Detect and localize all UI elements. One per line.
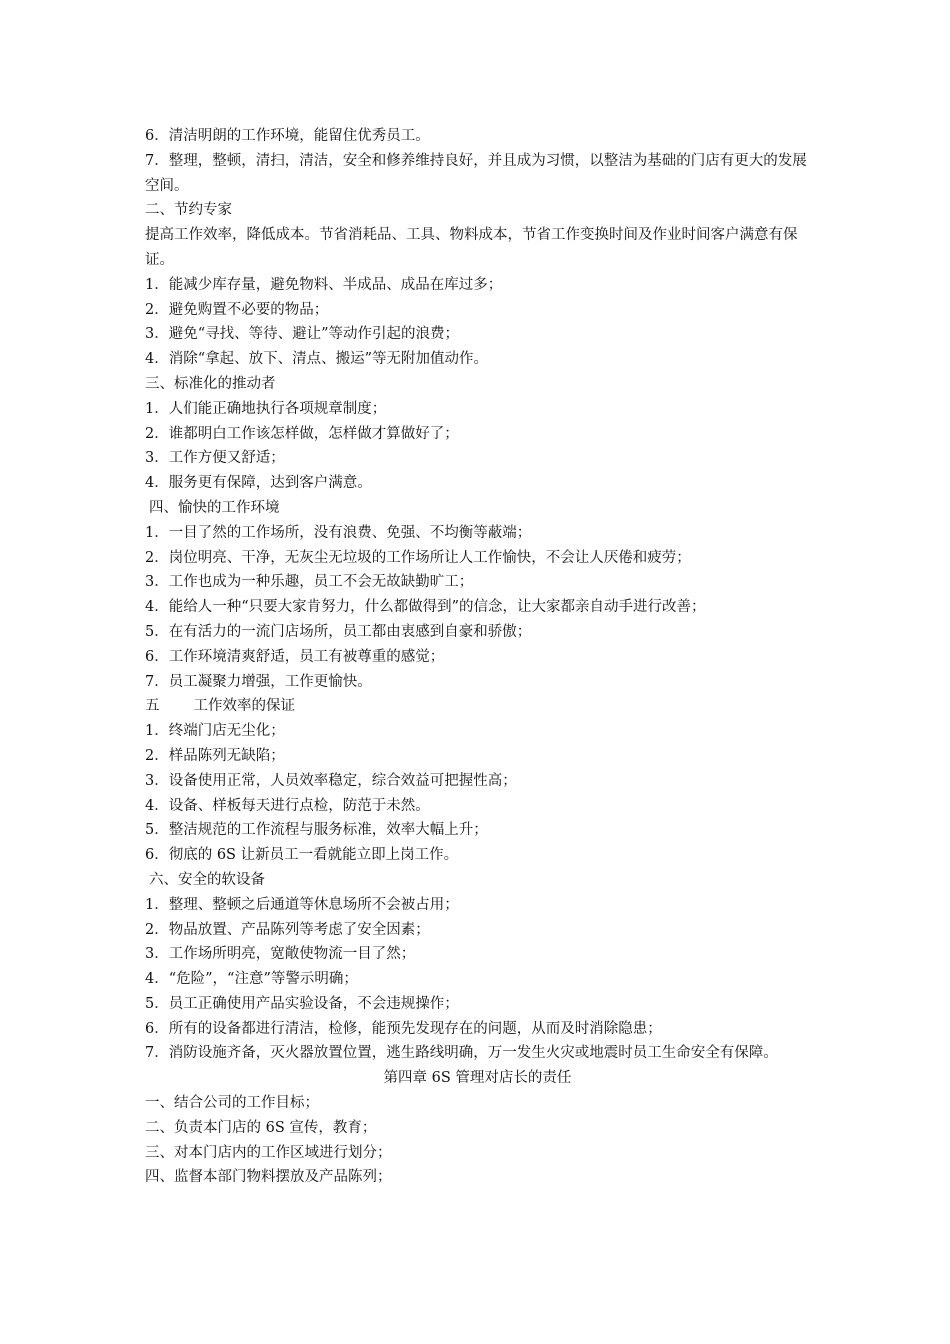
section-number: 五 (145, 698, 160, 715)
section-heading: 六、安全的软设备 (149, 871, 265, 888)
list-item: 2．谁都明白工作该怎样做，怎样做才算做好了； (145, 425, 459, 442)
list-item: 4．设备、样板每天进行点检，防范于未然。 (145, 797, 430, 814)
list-item: 3．工作也成为一种乐趣，员工不会无故缺勤旷工； (145, 574, 474, 591)
section-title: 工作效率的保证 (193, 698, 295, 715)
list-item: 7．员工凝聚力增强，工作更愉快。 (145, 673, 372, 690)
list-item: 6．彻底的 6S 让新员工一看就能立即上岗工作。 (145, 847, 459, 864)
list-item: 6．清洁明朗的工作环境，能留住优秀员工。 (145, 128, 430, 144)
section-heading: 三、标准化的推动者 (145, 375, 276, 392)
list-item: 6．所有的设备都进行清洁，检修，能预先发现存在的问题，从而及时消除隐患； (145, 1020, 662, 1037)
list-item: 3．避免“寻找、等待、避让”等动作引起的浪费； (145, 326, 460, 343)
list-item: 2．避免购置不必要的物品； (145, 301, 329, 318)
list-item: 4．能给人一种“只要大家肯努力，什么都做得到”的信念，让大家都亲自动手进行改善； (145, 599, 706, 616)
list-item: 6．工作环境清爽舒适，员工有被尊重的感觉； (145, 648, 445, 665)
list-item: 四、监督本部门物料摆放及产品陈列； (145, 1169, 392, 1186)
paragraph: 提高工作效率，降低成本。节省消耗品、工具、物料成本，节省工作变换时间及作业时间客户满意有保证。 (145, 227, 798, 268)
list-item: 2．物品放置、产品陈列等考虑了安全因素； (145, 921, 430, 938)
list-item: 3．工作场所明亮，宽敞使物流一目了然； (145, 946, 416, 963)
list-item: 4．消除“拿起、放下、清点、搬运”等无附加值动作。 (145, 351, 489, 368)
chapter-title: 第四章 6S 管理对店长的责任 (383, 1070, 572, 1087)
list-item: 7．消防设施齐备，灭火器放置位置，逃生路线明确，万一发生火灾或地震时员工生命安全有保障。 (145, 1045, 778, 1062)
list-item: 4．服务更有保障，达到客户满意。 (145, 475, 372, 492)
list-item: 1．人们能正确地执行各项规章制度； (145, 400, 387, 417)
list-item: 二、负责本门店的 6S 宣传，教育； (145, 1119, 377, 1136)
list-item: 4．“危险”，“注意”等警示明确； (145, 971, 358, 988)
list-item: 2．岗位明亮、干净，无灰尘无垃圾的工作场所让人工作愉快，不会让人厌倦和疲劳； (145, 549, 691, 566)
list-item: 1．一目了然的工作场所，没有浪费、免强、不均衡等蔽端； (145, 524, 532, 541)
list-item: 2．样品陈列无缺陷； (145, 747, 285, 764)
list-item: 5．整洁规范的工作流程与服务标准，效率大幅上升； (145, 822, 488, 839)
list-item: 7．整理，整顿，清扫，清洁，安全和修养维持良好，并且成为习惯，以整洁为基础的门店有更大的发展空间。 (145, 152, 807, 194)
list-item: 5．在有活力的一流门店场所，员工都由衷感到自豪和骄傲； (145, 623, 532, 640)
section-heading: 二、节约专家 (145, 202, 232, 219)
list-item: 一、结合公司的工作目标； (145, 1095, 319, 1112)
section-heading (145, 694, 810, 719)
list-item: 1．终端门店无尘化； (145, 723, 285, 740)
list-item: 1．能减少库存量，避免物料、半成品、成品在库过多； (145, 276, 503, 293)
list-item: 三、对本门店内的工作区域进行划分； (145, 1144, 392, 1161)
section-heading: 四、愉快的工作环境 (149, 499, 280, 516)
list-item: 3．设备使用正常，人员效率稳定，综合效益可把握性高； (145, 772, 517, 789)
document-body (145, 124, 810, 1190)
list-item: 1．整理、整顿之后通道等休息场所不会被占用； (145, 896, 459, 913)
list-item: 3．工作方便又舒适； (145, 450, 285, 467)
list-item: 5．员工正确使用产品实验设备，不会违规操作； (145, 995, 459, 1012)
